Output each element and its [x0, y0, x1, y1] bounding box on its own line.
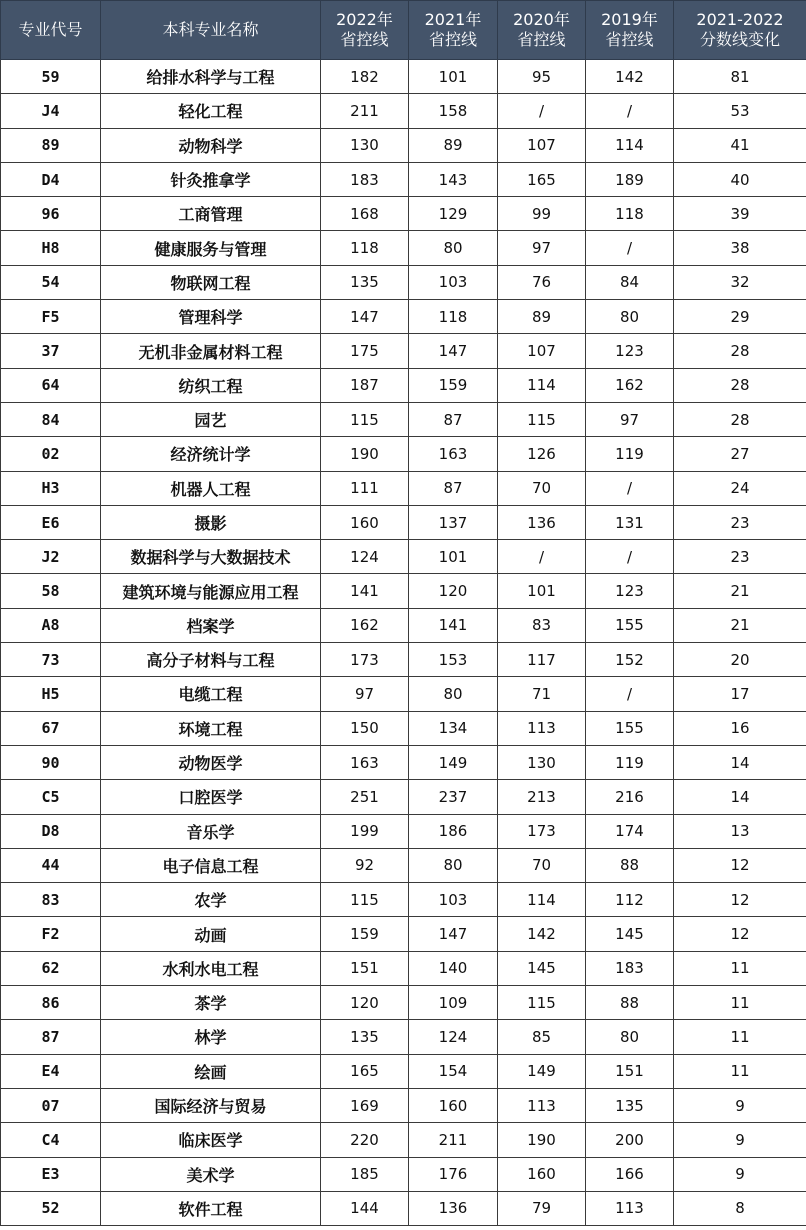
major-name-cell: 动物科学 [101, 128, 321, 162]
score-2020-cell: 70 [498, 848, 586, 882]
major-name-cell: 农学 [101, 883, 321, 917]
major-name-cell: 针灸推拿学 [101, 162, 321, 196]
score-change-cell: 23 [674, 505, 806, 539]
score-2019-cell: 162 [586, 368, 674, 402]
score-2020-cell: 173 [498, 814, 586, 848]
major-code-cell: 37 [1, 334, 101, 368]
header-2022: 2022年 省控线 [321, 1, 409, 60]
score-2019-cell: 97 [586, 402, 674, 436]
major-name-cell: 工商管理 [101, 197, 321, 231]
score-2020-cell: 113 [498, 1088, 586, 1122]
table-row [1, 437, 806, 471]
score-2022-cell: 163 [321, 745, 409, 779]
score-2020-cell: 136 [498, 505, 586, 539]
score-change-cell: 32 [674, 265, 806, 299]
major-code-cell: 84 [1, 402, 101, 436]
score-2021-cell: 80 [409, 231, 498, 265]
score-2022-cell: 120 [321, 986, 409, 1020]
score-2019-cell: 189 [586, 162, 674, 196]
score-change-cell: 29 [674, 300, 806, 334]
score-2019-cell: 88 [586, 848, 674, 882]
score-2019-cell: / [586, 231, 674, 265]
score-2019-cell: 80 [586, 300, 674, 334]
score-2019-cell: / [586, 471, 674, 505]
major-code-cell: 86 [1, 986, 101, 1020]
score-2020-cell: 70 [498, 471, 586, 505]
score-2020-cell: 142 [498, 917, 586, 951]
score-2019-cell: 123 [586, 334, 674, 368]
major-code-cell: E6 [1, 505, 101, 539]
score-2019-cell: 216 [586, 780, 674, 814]
score-2019-cell: 88 [586, 986, 674, 1020]
score-2020-cell: 79 [498, 1191, 586, 1225]
score-2019-cell: 118 [586, 197, 674, 231]
major-code-cell: 83 [1, 883, 101, 917]
major-name-cell: 无机非金属材料工程 [101, 334, 321, 368]
major-name-cell: 林学 [101, 1020, 321, 1054]
major-code-cell: D4 [1, 162, 101, 196]
major-code-cell: 64 [1, 368, 101, 402]
score-2019-cell: 142 [586, 60, 674, 94]
table-row [1, 334, 806, 368]
score-2022-cell: 173 [321, 643, 409, 677]
table-row [1, 1054, 806, 1088]
score-2021-cell: 154 [409, 1054, 498, 1088]
major-code-cell: H3 [1, 471, 101, 505]
score-2021-cell: 103 [409, 265, 498, 299]
major-code-cell: H5 [1, 677, 101, 711]
major-code-cell: A8 [1, 608, 101, 642]
score-change-cell: 11 [674, 986, 806, 1020]
score-2019-cell: 166 [586, 1157, 674, 1191]
major-code-cell: 54 [1, 265, 101, 299]
score-change-cell: 17 [674, 677, 806, 711]
table-row [1, 402, 806, 436]
score-2019-cell: / [586, 94, 674, 128]
major-code-cell: C5 [1, 780, 101, 814]
score-2020-cell: 130 [498, 745, 586, 779]
major-name-cell: 音乐学 [101, 814, 321, 848]
major-name-cell: 给排水科学与工程 [101, 60, 321, 94]
score-2021-cell: 186 [409, 814, 498, 848]
score-2020-cell: 107 [498, 334, 586, 368]
table-row [1, 471, 806, 505]
major-code-cell: D8 [1, 814, 101, 848]
score-2019-cell: / [586, 677, 674, 711]
table-row [1, 368, 806, 402]
major-name-cell: 绘画 [101, 1054, 321, 1088]
score-2019-cell: 152 [586, 643, 674, 677]
score-2020-cell: 165 [498, 162, 586, 196]
table-row [1, 677, 806, 711]
score-change-cell: 40 [674, 162, 806, 196]
score-2022-cell: 147 [321, 300, 409, 334]
score-change-cell: 11 [674, 951, 806, 985]
score-2022-cell: 211 [321, 94, 409, 128]
table-row [1, 643, 806, 677]
score-2022-cell: 169 [321, 1088, 409, 1122]
score-change-cell: 9 [674, 1123, 806, 1157]
score-2020-cell: 114 [498, 883, 586, 917]
score-2020-cell: 115 [498, 402, 586, 436]
major-name-cell: 水利水电工程 [101, 951, 321, 985]
table-row [1, 745, 806, 779]
score-2020-cell: 126 [498, 437, 586, 471]
score-2021-cell: 163 [409, 437, 498, 471]
score-change-cell: 53 [674, 94, 806, 128]
score-2020-cell: 113 [498, 711, 586, 745]
score-change-cell: 8 [674, 1191, 806, 1225]
score-2019-cell: 123 [586, 574, 674, 608]
header-code: 专业代号 [1, 1, 101, 60]
score-change-cell: 28 [674, 402, 806, 436]
major-name-cell: 物联网工程 [101, 265, 321, 299]
major-code-cell: 52 [1, 1191, 101, 1225]
table-row [1, 1157, 806, 1191]
header-name: 本科专业名称 [101, 1, 321, 60]
score-2019-cell: 155 [586, 608, 674, 642]
major-name-cell: 摄影 [101, 505, 321, 539]
major-code-cell: 07 [1, 1088, 101, 1122]
score-change-cell: 28 [674, 368, 806, 402]
score-change-cell: 28 [674, 334, 806, 368]
score-2021-cell: 149 [409, 745, 498, 779]
table-row [1, 1088, 806, 1122]
major-name-cell: 动物医学 [101, 745, 321, 779]
score-change-cell: 81 [674, 60, 806, 94]
score-2021-cell: 103 [409, 883, 498, 917]
score-2022-cell: 251 [321, 780, 409, 814]
score-2021-cell: 87 [409, 402, 498, 436]
score-2019-cell: 200 [586, 1123, 674, 1157]
score-change-cell: 9 [674, 1157, 806, 1191]
score-change-cell: 14 [674, 745, 806, 779]
score-2021-cell: 153 [409, 643, 498, 677]
score-2022-cell: 141 [321, 574, 409, 608]
score-2020-cell: 99 [498, 197, 586, 231]
score-2022-cell: 190 [321, 437, 409, 471]
score-2020-cell: / [498, 94, 586, 128]
score-2021-cell: 80 [409, 677, 498, 711]
score-2020-cell: 97 [498, 231, 586, 265]
score-2022-cell: 92 [321, 848, 409, 882]
score-2019-cell: 80 [586, 1020, 674, 1054]
score-2021-cell: 211 [409, 1123, 498, 1157]
score-2020-cell: 149 [498, 1054, 586, 1088]
score-2021-cell: 159 [409, 368, 498, 402]
major-name-cell: 国际经济与贸易 [101, 1088, 321, 1122]
score-2021-cell: 120 [409, 574, 498, 608]
score-2022-cell: 115 [321, 402, 409, 436]
major-code-cell: J2 [1, 540, 101, 574]
score-2022-cell: 115 [321, 883, 409, 917]
score-2020-cell: 160 [498, 1157, 586, 1191]
score-change-cell: 21 [674, 608, 806, 642]
major-code-cell: 89 [1, 128, 101, 162]
score-2022-cell: 168 [321, 197, 409, 231]
score-2020-cell: 115 [498, 986, 586, 1020]
score-change-cell: 20 [674, 643, 806, 677]
table-row [1, 128, 806, 162]
table-row [1, 1020, 806, 1054]
score-2021-cell: 140 [409, 951, 498, 985]
major-name-cell: 软件工程 [101, 1191, 321, 1225]
score-2021-cell: 143 [409, 162, 498, 196]
major-name-cell: 环境工程 [101, 711, 321, 745]
major-name-cell: 轻化工程 [101, 94, 321, 128]
major-code-cell: 87 [1, 1020, 101, 1054]
score-2022-cell: 175 [321, 334, 409, 368]
score-2021-cell: 109 [409, 986, 498, 1020]
score-2019-cell: 183 [586, 951, 674, 985]
score-2020-cell: 76 [498, 265, 586, 299]
score-2022-cell: 144 [321, 1191, 409, 1225]
score-2022-cell: 97 [321, 677, 409, 711]
score-2019-cell: 155 [586, 711, 674, 745]
score-2022-cell: 220 [321, 1123, 409, 1157]
major-code-cell: 59 [1, 60, 101, 94]
table-row [1, 265, 806, 299]
score-change-cell: 11 [674, 1054, 806, 1088]
table-row [1, 986, 806, 1020]
score-2020-cell: 89 [498, 300, 586, 334]
score-2022-cell: 159 [321, 917, 409, 951]
score-2020-cell: 85 [498, 1020, 586, 1054]
score-change-cell: 16 [674, 711, 806, 745]
major-name-cell: 动画 [101, 917, 321, 951]
major-code-cell: 62 [1, 951, 101, 985]
score-2020-cell: 83 [498, 608, 586, 642]
major-name-cell: 纺织工程 [101, 368, 321, 402]
score-change-cell: 21 [674, 574, 806, 608]
score-change-cell: 12 [674, 883, 806, 917]
major-name-cell: 档案学 [101, 608, 321, 642]
table-row [1, 574, 806, 608]
score-2019-cell: 113 [586, 1191, 674, 1225]
score-2022-cell: 130 [321, 128, 409, 162]
table-row [1, 917, 806, 951]
score-2021-cell: 136 [409, 1191, 498, 1225]
score-2020-cell: 117 [498, 643, 586, 677]
score-2019-cell: 174 [586, 814, 674, 848]
score-2021-cell: 147 [409, 917, 498, 951]
table-row [1, 711, 806, 745]
score-change-cell: 39 [674, 197, 806, 231]
score-2021-cell: 118 [409, 300, 498, 334]
score-2021-cell: 129 [409, 197, 498, 231]
score-2022-cell: 183 [321, 162, 409, 196]
score-2021-cell: 134 [409, 711, 498, 745]
table-row [1, 780, 806, 814]
major-code-cell: 44 [1, 848, 101, 882]
header-2021: 2021年 省控线 [409, 1, 498, 60]
table-row [1, 505, 806, 539]
score-2022-cell: 151 [321, 951, 409, 985]
table-row [1, 540, 806, 574]
score-2020-cell: 114 [498, 368, 586, 402]
table-row [1, 231, 806, 265]
major-name-cell: 临床医学 [101, 1123, 321, 1157]
score-2020-cell: 145 [498, 951, 586, 985]
major-code-cell: 67 [1, 711, 101, 745]
score-change-cell: 38 [674, 231, 806, 265]
table-row [1, 197, 806, 231]
major-code-cell: 90 [1, 745, 101, 779]
major-name-cell: 高分子材料与工程 [101, 643, 321, 677]
major-code-cell: J4 [1, 94, 101, 128]
table-row [1, 162, 806, 196]
score-2019-cell: 119 [586, 437, 674, 471]
score-2020-cell: 95 [498, 60, 586, 94]
score-2021-cell: 158 [409, 94, 498, 128]
header-change: 2021-2022 分数线变化 [674, 1, 806, 60]
table-row [1, 883, 806, 917]
score-2021-cell: 147 [409, 334, 498, 368]
major-name-cell: 经济统计学 [101, 437, 321, 471]
score-2022-cell: 165 [321, 1054, 409, 1088]
score-2021-cell: 80 [409, 848, 498, 882]
score-2019-cell: 114 [586, 128, 674, 162]
major-name-cell: 健康服务与管理 [101, 231, 321, 265]
score-2021-cell: 237 [409, 780, 498, 814]
major-name-cell: 机器人工程 [101, 471, 321, 505]
score-2020-cell: 71 [498, 677, 586, 711]
score-change-cell: 13 [674, 814, 806, 848]
table-row [1, 608, 806, 642]
major-name-cell: 电子信息工程 [101, 848, 321, 882]
major-code-cell: E3 [1, 1157, 101, 1191]
score-change-cell: 41 [674, 128, 806, 162]
table-row [1, 951, 806, 985]
score-2021-cell: 160 [409, 1088, 498, 1122]
score-2021-cell: 101 [409, 60, 498, 94]
score-2020-cell: 101 [498, 574, 586, 608]
score-2021-cell: 141 [409, 608, 498, 642]
table-row [1, 814, 806, 848]
score-2019-cell: 131 [586, 505, 674, 539]
score-2019-cell: 151 [586, 1054, 674, 1088]
table-body [1, 60, 806, 1226]
major-code-cell: F5 [1, 300, 101, 334]
score-2021-cell: 87 [409, 471, 498, 505]
score-change-cell: 24 [674, 471, 806, 505]
major-name-cell: 数据科学与大数据技术 [101, 540, 321, 574]
major-name-cell: 美术学 [101, 1157, 321, 1191]
major-name-cell: 口腔医学 [101, 780, 321, 814]
major-name-cell: 建筑环境与能源应用工程 [101, 574, 321, 608]
score-2022-cell: 150 [321, 711, 409, 745]
major-code-cell: H8 [1, 231, 101, 265]
major-code-cell: C4 [1, 1123, 101, 1157]
table-row [1, 1123, 806, 1157]
table-row [1, 848, 806, 882]
major-name-cell: 电缆工程 [101, 677, 321, 711]
major-code-cell: 73 [1, 643, 101, 677]
score-2020-cell: 190 [498, 1123, 586, 1157]
score-change-cell: 14 [674, 780, 806, 814]
header-2020: 2020年 省控线 [498, 1, 586, 60]
major-code-cell: E4 [1, 1054, 101, 1088]
score-change-cell: 12 [674, 848, 806, 882]
score-change-cell: 27 [674, 437, 806, 471]
major-code-cell: 96 [1, 197, 101, 231]
score-2019-cell: 119 [586, 745, 674, 779]
major-code-cell: 58 [1, 574, 101, 608]
table-row [1, 94, 806, 128]
major-name-cell: 管理科学 [101, 300, 321, 334]
score-2022-cell: 187 [321, 368, 409, 402]
score-2020-cell: 107 [498, 128, 586, 162]
table-row [1, 60, 806, 94]
score-2020-cell: / [498, 540, 586, 574]
score-2022-cell: 111 [321, 471, 409, 505]
major-name-cell: 园艺 [101, 402, 321, 436]
score-2021-cell: 101 [409, 540, 498, 574]
score-2021-cell: 124 [409, 1020, 498, 1054]
major-code-cell: F2 [1, 917, 101, 951]
score-2022-cell: 162 [321, 608, 409, 642]
score-change-cell: 23 [674, 540, 806, 574]
score-2022-cell: 118 [321, 231, 409, 265]
score-2020-cell: 213 [498, 780, 586, 814]
score-2022-cell: 135 [321, 1020, 409, 1054]
score-2021-cell: 137 [409, 505, 498, 539]
score-change-cell: 11 [674, 1020, 806, 1054]
table-row [1, 1191, 806, 1225]
major-code-cell: 02 [1, 437, 101, 471]
header-2019: 2019年 省控线 [586, 1, 674, 60]
score-2021-cell: 176 [409, 1157, 498, 1191]
major-name-cell: 茶学 [101, 986, 321, 1020]
score-2022-cell: 185 [321, 1157, 409, 1191]
score-2022-cell: 199 [321, 814, 409, 848]
score-2022-cell: 124 [321, 540, 409, 574]
header-row [1, 1, 806, 60]
score-2022-cell: 135 [321, 265, 409, 299]
score-2019-cell: 145 [586, 917, 674, 951]
score-2019-cell: / [586, 540, 674, 574]
score-2019-cell: 84 [586, 265, 674, 299]
score-2019-cell: 112 [586, 883, 674, 917]
table-row [1, 300, 806, 334]
score-change-cell: 9 [674, 1088, 806, 1122]
score-2019-cell: 135 [586, 1088, 674, 1122]
score-2021-cell: 89 [409, 128, 498, 162]
score-2022-cell: 182 [321, 60, 409, 94]
score-change-cell: 12 [674, 917, 806, 951]
score-2022-cell: 160 [321, 505, 409, 539]
